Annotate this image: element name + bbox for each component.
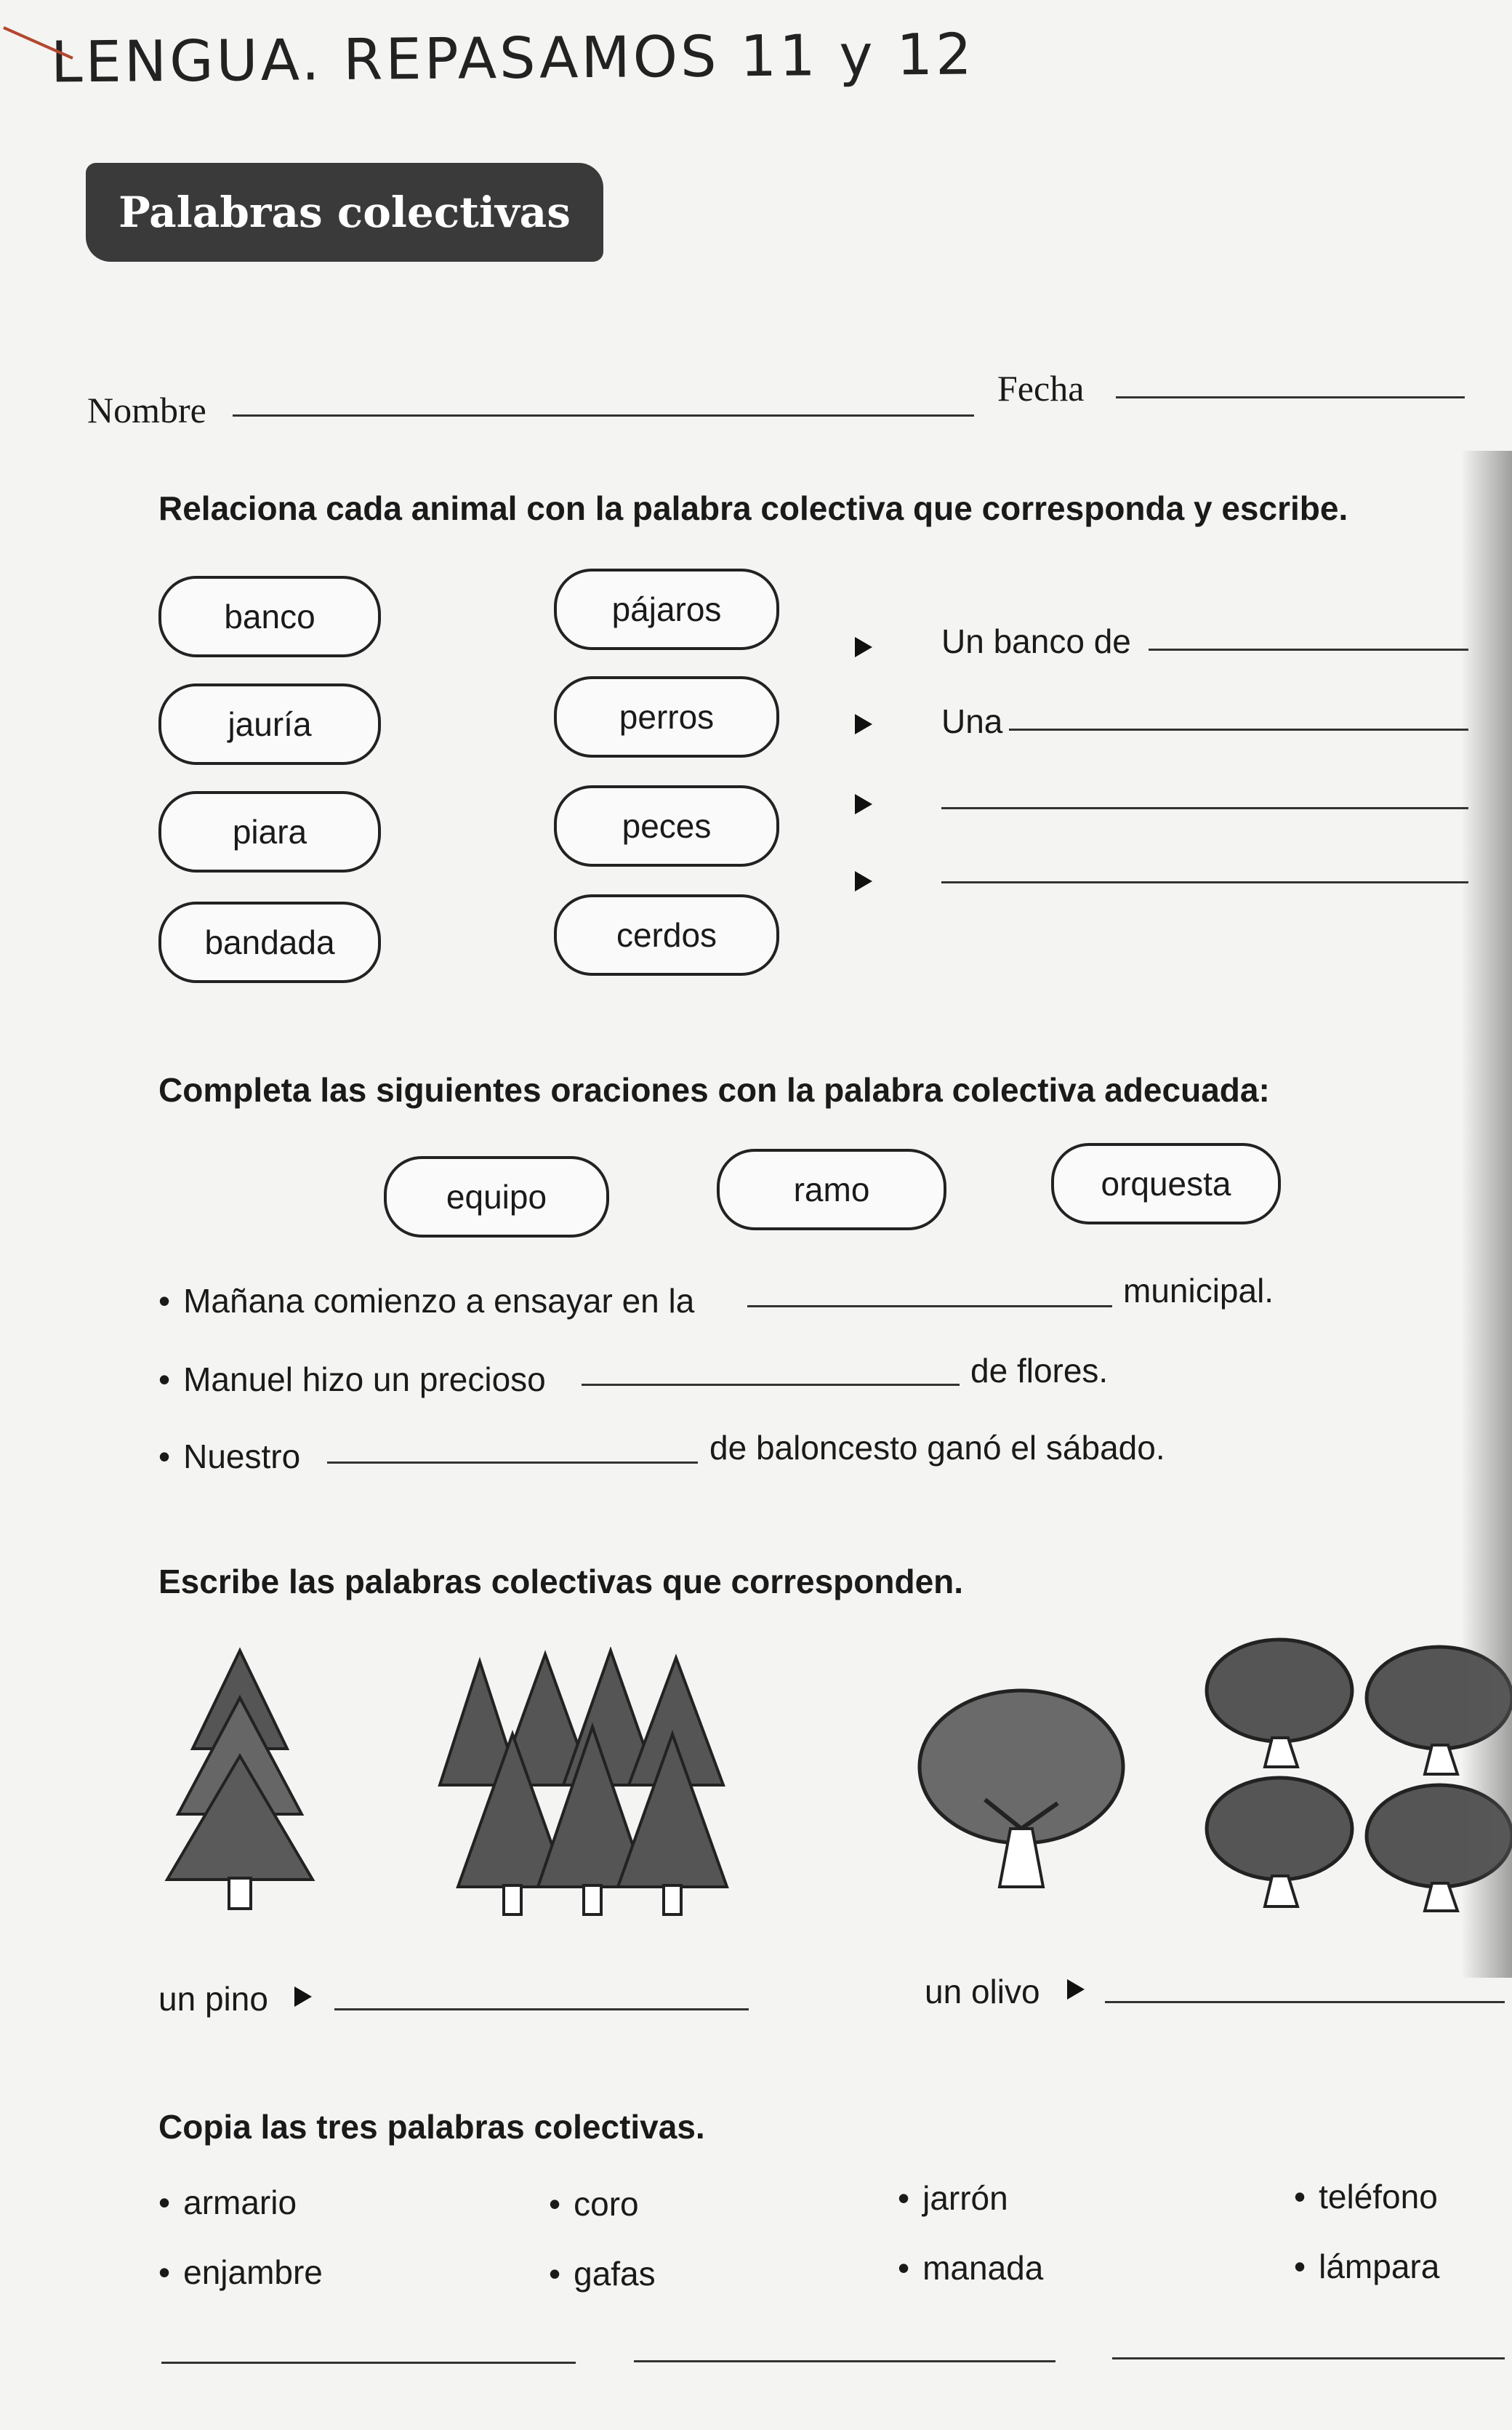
word-item: • lámpara bbox=[1294, 2247, 1439, 2286]
arrow-icon bbox=[855, 714, 872, 734]
answer-line[interactable] bbox=[634, 2360, 1055, 2362]
red-pen-mark bbox=[0, 22, 80, 65]
pine-tree-icon bbox=[164, 1647, 316, 1916]
handwritten-title: LENGUA. REPASAMOS 11 y 12 bbox=[50, 22, 976, 96]
arrow-icon bbox=[855, 637, 872, 657]
word-item: • jarrón bbox=[898, 2178, 1008, 2218]
animal-pill: perros bbox=[554, 676, 779, 758]
word-item: • armario bbox=[158, 2183, 297, 2222]
exercise2-instruction: Completa las siguientes oraciones con la palabra colectiva adecuada: bbox=[158, 1071, 1270, 1109]
exercise3-instruction: Escribe las palabras colectivas que corresponden. bbox=[158, 1563, 964, 1600]
word-item: • manada bbox=[898, 2248, 1043, 2287]
answer-prefix: Una bbox=[941, 702, 1003, 740]
collective-word-pill: jauría bbox=[158, 683, 381, 765]
sentence-end: de flores. bbox=[970, 1352, 1109, 1390]
sentence-blank[interactable] bbox=[327, 1461, 698, 1464]
item-label: un pino bbox=[158, 1980, 268, 2018]
collective-word-pill: banco bbox=[158, 576, 381, 657]
answer-line[interactable] bbox=[334, 2008, 749, 2010]
animal-pill: cerdos bbox=[554, 894, 779, 976]
exercise4-instruction: Copia las tres palabras colectivas. bbox=[158, 2108, 705, 2146]
sentence-blank[interactable] bbox=[582, 1384, 960, 1386]
answer-line[interactable] bbox=[1112, 2357, 1505, 2359]
answer-line[interactable] bbox=[1009, 729, 1468, 731]
option-pill: equipo bbox=[384, 1156, 609, 1238]
date-label: Fecha bbox=[997, 368, 1085, 409]
sentence-start: • Manuel hizo un precioso bbox=[158, 1360, 546, 1399]
sentence-start: • Mañana comienzo a ensayar en la bbox=[158, 1281, 694, 1320]
exercise1-instruction: Relaciona cada animal con la palabra colectiva que corresponda y escribe. bbox=[158, 489, 1348, 527]
sentence-start: • Nuestro bbox=[158, 1437, 300, 1476]
word-item: • gafas bbox=[549, 2254, 656, 2293]
answer-line[interactable] bbox=[941, 807, 1468, 809]
word-item: • coro bbox=[549, 2184, 639, 2224]
arrow-icon bbox=[855, 794, 872, 814]
word-item: • enjambre bbox=[158, 2253, 323, 2292]
answer-line[interactable] bbox=[161, 2362, 576, 2364]
collective-word-pill: bandada bbox=[158, 902, 381, 983]
date-field[interactable] bbox=[1116, 396, 1465, 398]
sentence-end: de baloncesto ganó el sábado. bbox=[709, 1429, 1165, 1467]
option-pill: orquesta bbox=[1051, 1143, 1281, 1224]
animal-pill: peces bbox=[554, 785, 779, 867]
section-banner: Palabras colectivas bbox=[86, 163, 603, 262]
name-label: Nombre bbox=[87, 390, 206, 430]
collective-word-pill: piara bbox=[158, 791, 381, 873]
answer-line[interactable] bbox=[1149, 649, 1468, 651]
word-item: • teléfono bbox=[1294, 2177, 1438, 2216]
sentence-end: municipal. bbox=[1123, 1272, 1274, 1310]
arrow-icon bbox=[855, 871, 872, 891]
page-edge-shadow bbox=[1461, 451, 1512, 1978]
answer-prefix: Un banco de bbox=[941, 622, 1131, 660]
sentence-blank[interactable] bbox=[747, 1305, 1112, 1307]
olive-tree-icon bbox=[912, 1683, 1130, 1894]
arrow-icon bbox=[1067, 1979, 1085, 2000]
animal-pill: pájaros bbox=[554, 569, 779, 650]
answer-line[interactable] bbox=[1105, 2001, 1505, 2003]
answer-line[interactable] bbox=[941, 881, 1468, 883]
arrow-icon bbox=[294, 1986, 312, 2007]
pine-forest-icon bbox=[436, 1647, 741, 1923]
name-field[interactable] bbox=[233, 414, 974, 417]
item-label: un olivo bbox=[925, 1973, 1040, 2010]
option-pill: ramo bbox=[717, 1149, 946, 1230]
